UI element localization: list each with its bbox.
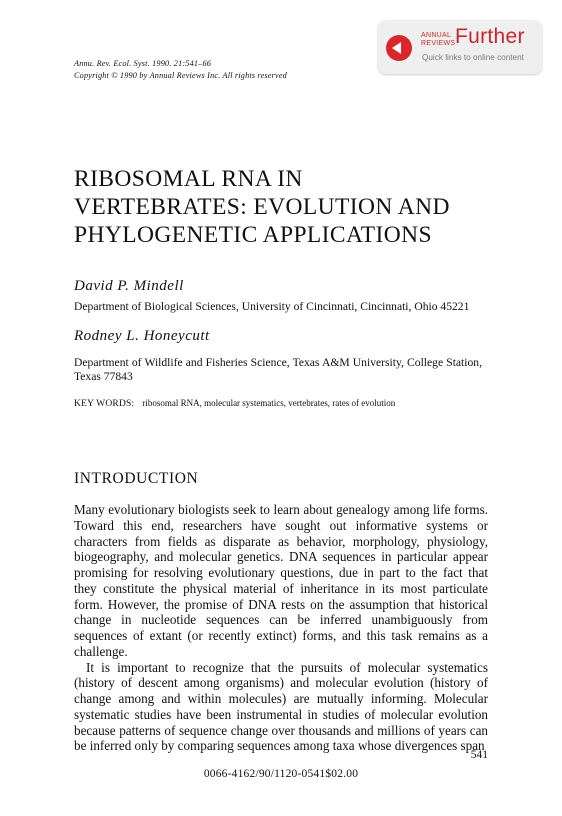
copyright-line: Copyright © 1990 by Annual Reviews Inc. All rights reserved xyxy=(74,71,287,80)
page-number: 541 xyxy=(470,749,488,761)
author-name: David P. Mindell xyxy=(74,278,184,294)
author-affiliation: Department of Wildlife and Fisheries Science, Texas A&M University, College Station, Texas 77843 xyxy=(74,356,482,383)
further-wordmark: Further xyxy=(455,25,525,48)
section-heading: INTRODUCTION xyxy=(74,470,199,487)
paragraph: Many evolutionary biologists seek to learn about genealogy among life forms. Toward this end, researchers have sought out informative systems or characters from fields as disparate as behavior, morphology, physiology, biogeography, and molecular genetics. DNA sequences in particular appear promising for resolving evolutionary questions, due in part to the fact that they constitute the physical material of inheritance in its most particulate form. However, the promise of DNA rests on the assumption that historical change in nucleotide sequences can be inferred unambiguously from sequences of extant (or recently extinct) forms, and this task remains as a challenge. xyxy=(74,502,488,659)
further-subtitle: Quick links to online content xyxy=(422,53,524,62)
keywords-list: ribosomal RNA, molecular systematics, vertebrates, rates of evolution xyxy=(142,398,396,408)
article-code: 0066-4162/90/1120-0541$02.00 xyxy=(203,768,359,780)
annual-reviews-logo-text: ANNUAL REVIEWS xyxy=(421,32,456,47)
article-title: RIBOSOMAL RNA IN VERTEBRATES: EVOLUTION AND PHYLOGENETIC APPLICATIONS xyxy=(74,166,450,248)
keywords-label: KEY WORDS: xyxy=(74,399,135,409)
keywords xyxy=(74,398,395,409)
author-affiliation: Department of Biological Sciences, University of Cincinnati, Cincinnati, Ohio 45221 xyxy=(74,300,470,313)
journal-line: Annu. Rev. Ecol. Syst. 1990. 21:541–66 xyxy=(74,59,212,68)
journal-citation xyxy=(74,58,287,82)
annual-reviews-further-badge[interactable] xyxy=(378,20,542,74)
paragraph: It is important to recognize that the pursuits of molecular systematics (history of descent among organisms) and molecular evolution (history of change among and within molecules) are mutually informing. Molecular systematic studies have been instrumental in studies of molecular evolution because patterns of sequence change over thousands and millions of years can be inferred only by comparing sequences among taxa whose divergences span xyxy=(74,659,488,754)
play-left-icon xyxy=(386,35,412,61)
section-body xyxy=(74,502,488,754)
author-name: Rodney L. Honeycutt xyxy=(74,328,210,344)
